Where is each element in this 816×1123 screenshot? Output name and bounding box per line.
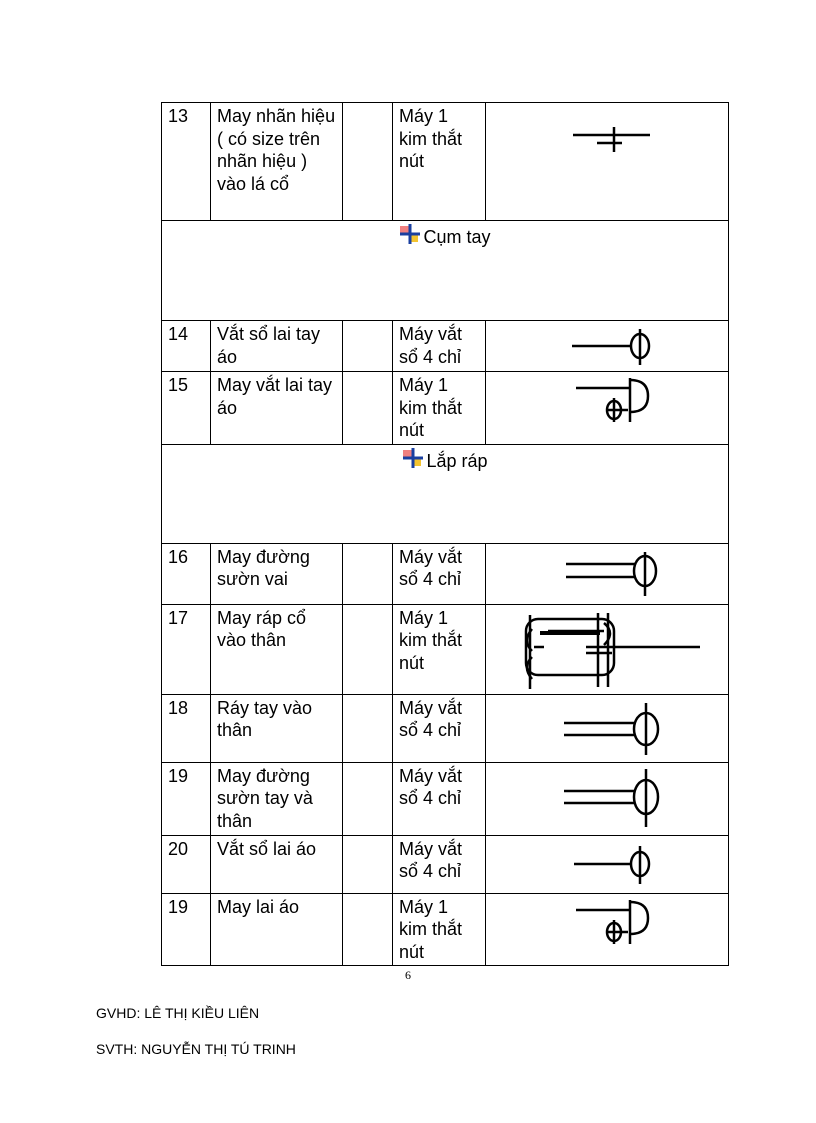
op-symbol: [486, 543, 729, 604]
op-machine: Máy vắt sổ 4 chỉ: [393, 321, 486, 372]
op-number: 13: [162, 103, 211, 221]
table-row: [162, 221, 729, 321]
table-row: [162, 543, 729, 604]
op-symbol: [486, 604, 729, 694]
op-name: May lai áo: [211, 893, 343, 966]
op-symbol: [486, 103, 729, 221]
op-blank: [343, 762, 393, 835]
table-row: [162, 372, 729, 445]
op-machine: Máy 1 kim thắt nút: [393, 372, 486, 445]
section-title: Cụm tay: [423, 227, 491, 247]
table-row: [162, 444, 729, 543]
double-overlock-stitch-icon: [492, 765, 733, 833]
op-number: 16: [162, 543, 211, 604]
section-header: [162, 444, 729, 543]
collar-join-stitch-icon: [492, 607, 733, 692]
op-name: May nhãn hiệu ( có size trên nhãn hiệu ) vào lá cổ: [211, 103, 343, 221]
op-machine: Máy vắt sổ 4 chỉ: [393, 543, 486, 604]
double-overlock-stitch-icon: [492, 546, 733, 602]
table-row: [162, 835, 729, 893]
op-blank: [343, 372, 393, 445]
op-machine: Máy 1 kim thắt nút: [393, 604, 486, 694]
op-symbol: [486, 372, 729, 445]
op-symbol: [486, 694, 729, 762]
op-number: 20: [162, 835, 211, 893]
page-number: 6: [405, 968, 411, 982]
op-name: Vắt sổ lai áo: [211, 835, 343, 893]
op-machine: Máy vắt sổ 4 chỉ: [393, 694, 486, 762]
footer-svth: SVTH: NGUYỄN THỊ TÚ TRINH: [96, 1041, 296, 1057]
hem-stitch-icon: [492, 896, 733, 963]
table-row: [162, 604, 729, 694]
op-machine: Máy vắt sổ 4 chỉ: [393, 835, 486, 893]
op-symbol: [486, 762, 729, 835]
op-blank: [343, 321, 393, 372]
double-overlock-stitch-icon: [492, 697, 733, 760]
op-number: 14: [162, 321, 211, 372]
footer-gvhd: GVHD: LÊ THỊ KIỀU LIÊN: [96, 1005, 260, 1021]
op-machine: Máy 1 kim thắt nút: [393, 103, 486, 221]
op-number: 19: [162, 762, 211, 835]
table-row: [162, 762, 729, 835]
section-bullet-icon: [402, 447, 424, 475]
overlock-stitch-icon: [492, 323, 733, 369]
op-blank: [343, 694, 393, 762]
op-number: 15: [162, 372, 211, 445]
op-machine: Máy 1 kim thắt nút: [393, 893, 486, 966]
op-blank: [343, 543, 393, 604]
table-row: [162, 321, 729, 372]
section-bullet-icon: [399, 223, 421, 251]
op-machine: Máy vắt sổ 4 chỉ: [393, 762, 486, 835]
op-name: May đường sườn vai: [211, 543, 343, 604]
op-blank: [343, 103, 393, 221]
op-number: 18: [162, 694, 211, 762]
op-symbol: [486, 321, 729, 372]
op-name: May ráp cổ vào thân: [211, 604, 343, 694]
op-blank: [343, 604, 393, 694]
op-symbol: [486, 835, 729, 893]
hem-stitch-icon: [492, 374, 733, 441]
section-title: Lắp ráp: [426, 450, 488, 471]
op-blank: [343, 835, 393, 893]
op-number: 19: [162, 893, 211, 966]
op-name: May vắt lai tay áo: [211, 372, 343, 445]
table-row: [162, 893, 729, 966]
op-name: Vắt sổ lai tay áo: [211, 321, 343, 372]
tack-stitch-icon: [492, 105, 733, 218]
operations-table: [161, 102, 729, 966]
table-row: [162, 103, 729, 221]
op-blank: [343, 893, 393, 966]
overlock-stitch-icon: [492, 838, 733, 891]
section-header: [162, 221, 729, 321]
op-symbol: [486, 893, 729, 966]
table-row: [162, 694, 729, 762]
op-name: Ráy tay vào thân: [211, 694, 343, 762]
op-number: 17: [162, 604, 211, 694]
op-name: May đường sườn tay và thân: [211, 762, 343, 835]
